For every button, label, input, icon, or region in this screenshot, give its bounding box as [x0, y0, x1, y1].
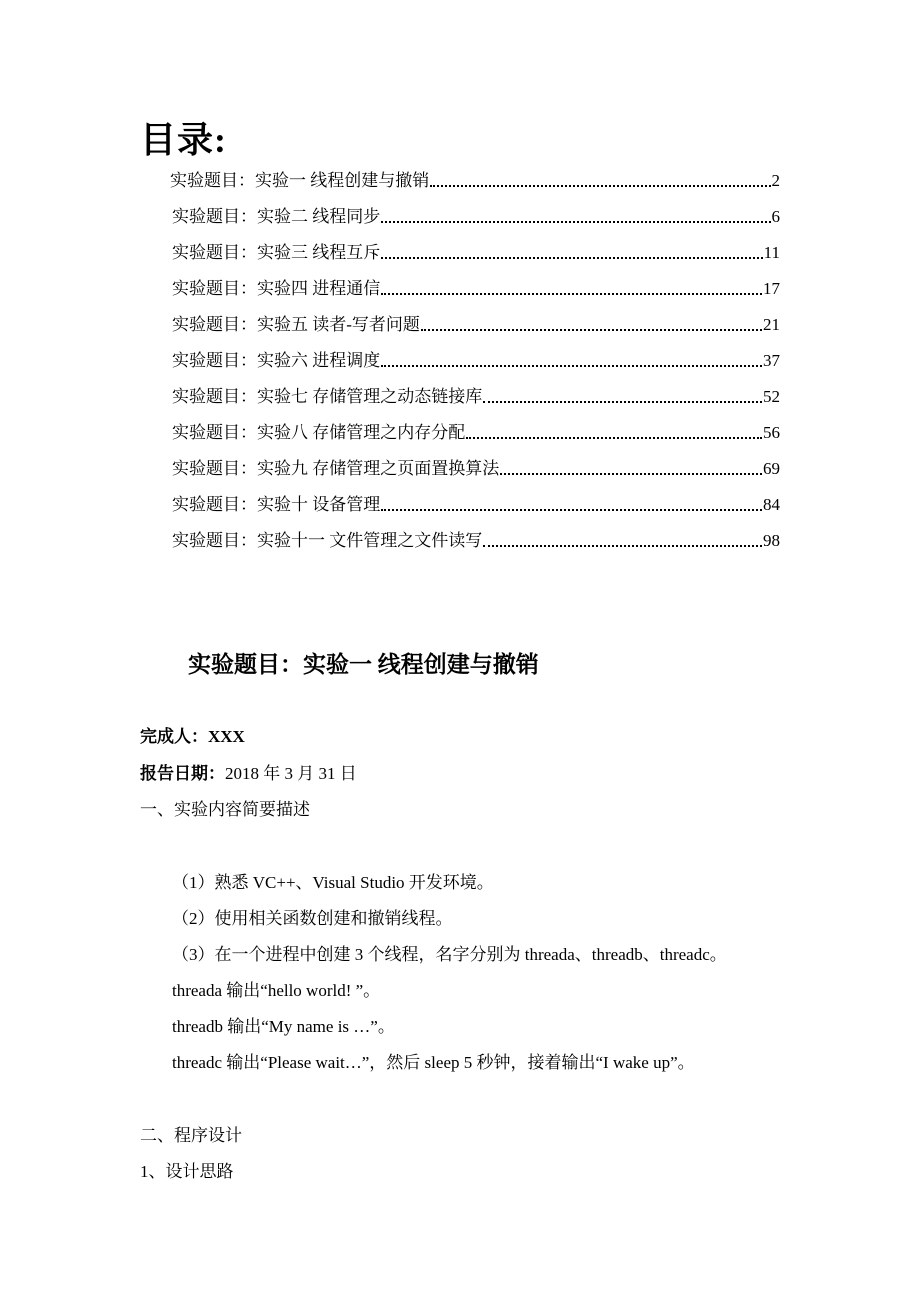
toc-entry-page: 17: [763, 279, 780, 298]
toc-entry-title: 实验题目：实验二 线程同步: [172, 207, 381, 226]
toc-entry[interactable]: [170, 168, 780, 194]
toc-leader-dots: [483, 545, 762, 547]
toc-entry-page: 21: [763, 315, 780, 334]
toc-entry-title: 实验题目：实验十一 文件管理之文件读写: [172, 531, 483, 550]
description-item: （3）在一个进程中创建 3 个线程，名字分别为 threada、threadb、threadc。: [172, 945, 727, 964]
toc-entry-page: 98: [763, 531, 780, 550]
toc-leader-dots: [500, 473, 762, 475]
part2-heading: 二、程序设计: [140, 1126, 242, 1145]
toc-entry-page: 37: [763, 351, 780, 370]
toc-entry[interactable]: [172, 204, 780, 230]
toc-leader-dots: [421, 329, 762, 331]
date-line: [140, 759, 357, 784]
description-item: threadc 输出“Please wait…”，然后 sleep 5 秒钟，接着输出“I wake up”。: [172, 1053, 695, 1072]
toc-leader-dots: [381, 221, 770, 223]
toc-leader-dots: [483, 401, 762, 403]
description-item: （2）使用相关函数创建和撤销线程。: [172, 909, 453, 928]
toc-entry-title: 实验题目：实验四 进程通信: [172, 279, 381, 298]
toc-entry-page: 56: [763, 423, 780, 442]
toc-entry-title: 实验题目：实验五 读者-写者问题: [172, 315, 420, 334]
toc-leader-dots: [381, 257, 762, 259]
toc-entry[interactable]: [172, 276, 780, 302]
toc-entry-title: 实验题目：实验七 存储管理之动态链接库: [172, 387, 483, 406]
toc-entry[interactable]: [172, 456, 780, 482]
toc-entry[interactable]: [172, 240, 780, 266]
toc-heading: 目录:: [140, 120, 227, 160]
toc-entry[interactable]: [172, 420, 780, 446]
author-line: [140, 722, 245, 747]
toc-leader-dots: [430, 185, 770, 187]
description-item: threada 输出“hello world! ”。: [172, 981, 381, 1000]
description-item: threadb 输出“My name is …”。: [172, 1017, 395, 1036]
author-label: 完成人：: [140, 727, 208, 746]
date-value: 2018 年 3 月 31 日: [225, 764, 357, 783]
description-item: （1）熟悉 VC++、Visual Studio 开发环境。: [172, 873, 494, 892]
toc-entry[interactable]: [172, 384, 780, 410]
toc-entry[interactable]: [172, 312, 780, 338]
toc-entry-page: 2: [771, 171, 780, 190]
toc-entry-page: 6: [771, 207, 780, 226]
toc-entry[interactable]: [172, 348, 780, 374]
toc-entry-page: 84: [763, 495, 780, 514]
toc-entry[interactable]: [172, 528, 780, 554]
toc-entry-page: 11: [763, 243, 780, 262]
toc-entry-title: 实验题目：实验六 进程调度: [172, 351, 381, 370]
toc-leader-dots: [381, 509, 762, 511]
toc-entry-title: 实验题目：实验三 线程互斥: [172, 243, 381, 262]
toc-entry-title: 实验题目：实验十 设备管理: [172, 495, 381, 514]
section-title: 实验题目：实验一 线程创建与撤销: [188, 652, 539, 677]
subsection-heading: 1、设计思路: [140, 1162, 234, 1181]
part1-heading: 一、实验内容简要描述: [140, 800, 310, 819]
toc-leader-dots: [381, 293, 762, 295]
toc-leader-dots: [466, 437, 762, 439]
author-value: XXX: [208, 727, 245, 746]
toc-entry-page: 69: [763, 459, 780, 478]
toc-leader-dots: [381, 365, 762, 367]
toc-entry[interactable]: [172, 492, 780, 518]
toc-entry-title: 实验题目：实验八 存储管理之内存分配: [172, 423, 466, 442]
toc-entry-page: 52: [763, 387, 780, 406]
toc-entry-title: 实验题目：实验九 存储管理之页面置换算法: [172, 459, 500, 478]
toc-entry-title: 实验题目：实验一 线程创建与撤销: [170, 171, 430, 190]
date-label: 报告日期：: [140, 764, 225, 783]
